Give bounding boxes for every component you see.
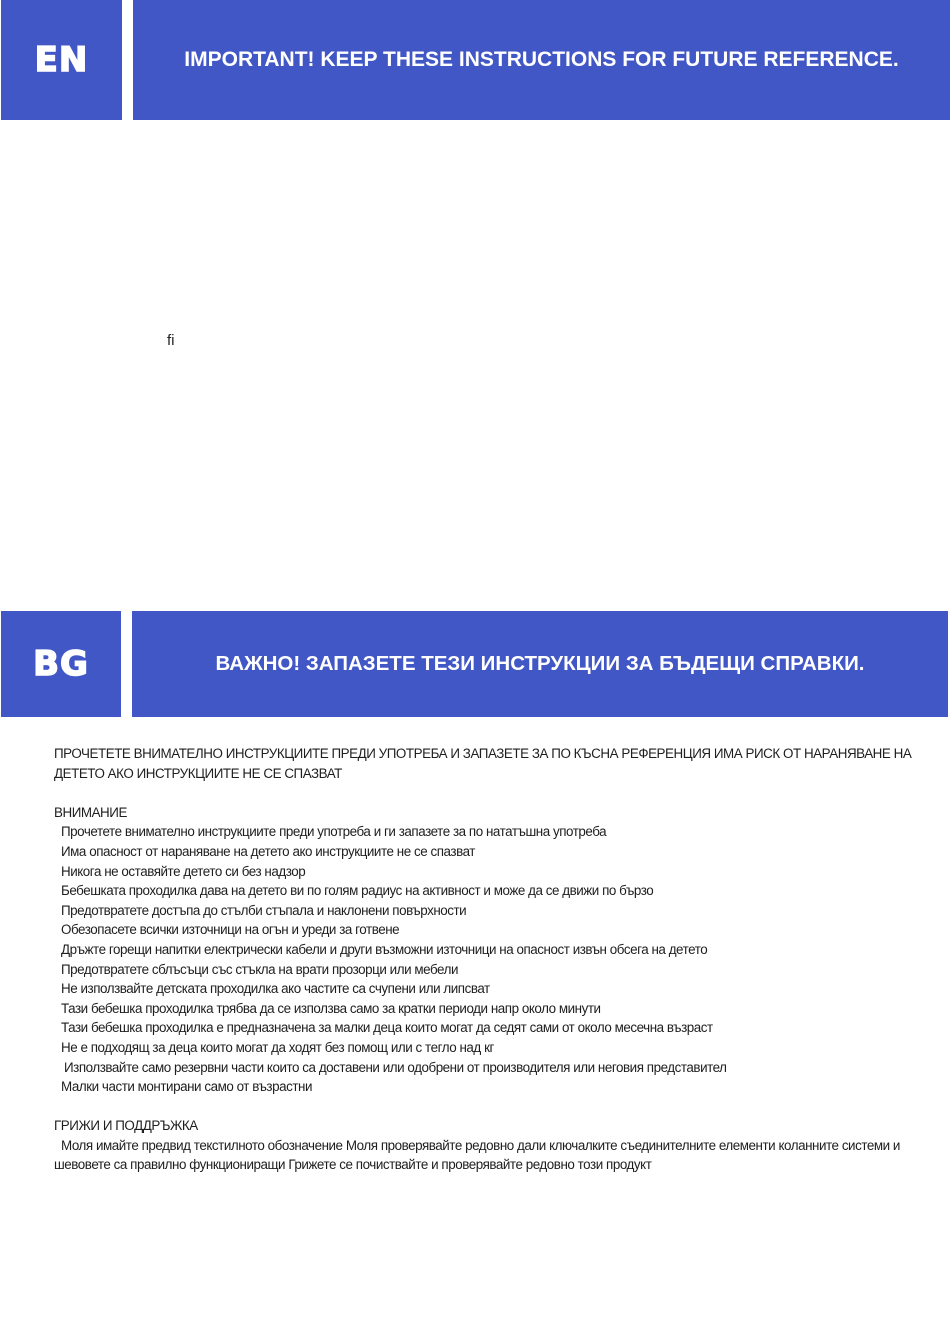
- bg-title-bar: [132, 611, 948, 717]
- en-title: IMPORTANT! KEEP THESE INSTRUCTIONS FOR FUTURE REFERENCE.: [184, 48, 899, 71]
- en-language-badge: [1, 0, 122, 120]
- stray-ligature-glyph: ﬁ: [167, 332, 175, 349]
- warning-item: Малки части монтирани само от възрастни: [61, 1079, 312, 1095]
- bg-intro-paragraph: ПРОЧЕТЕТЕ ВНИМАТЕЛНО ИНСТРУКЦИИТЕ ПРЕДИ УПОТРЕБА И ЗАПАЗЕТЕ ЗА ПО КЪСНА РЕФЕРЕНЦИЯ ИМА РИСК ОТ НАРАНЯВАНЕ НА ДЕТЕТО АКО ИНСТРУКЦИИТЕ НЕ СЕ СПАЗВАТ: [54, 746, 912, 781]
- warning-item: Никога не оставяйте детето си без надзор: [61, 863, 306, 879]
- warning-item: Използвайте само резервни части които са доставени или одобрени от производителя или неговия представител: [64, 1059, 727, 1075]
- warning-item: Тази бебешка проходилка е предназначена за малки деца които могат да седят сами от около месечна възраст: [61, 1020, 713, 1036]
- warning-item: Не е подходящ за деца които могат да ходят без помощ или с тегло над кг: [61, 1039, 494, 1055]
- bg-warning-heading: ВНИМАНИЕ: [54, 804, 127, 820]
- bg-header-band: [0, 611, 950, 717]
- bg-care-heading: ГРИЖИ И ПОДДРЪЖКА: [54, 1118, 198, 1134]
- warning-item: Прочетете внимателно инструкциите преди употреба и ги запазете за по нататъшна употреба: [61, 824, 607, 840]
- warning-item: Бебешката проходилка дава на детето ви по голям радиус на активност и може да се движи по бързо: [61, 883, 654, 899]
- bg-instructions-body: [54, 744, 934, 1175]
- bg-warning-list: [54, 822, 934, 1096]
- warning-item: Не използвайте детската проходилка ако частите са счупени или липсват: [61, 981, 490, 997]
- warning-item: Тази бебешка проходилка трябва да се използва само за кратки периоди напр около минути: [61, 1000, 601, 1016]
- bg-title: ВАЖНО! ЗАПАЗЕТЕ ТЕЗИ ИНСТРУКЦИИ ЗА БЪДЕЩИ СПРАВКИ.: [215, 652, 865, 675]
- warning-item: Предотвратете достъпа до стълби стъпала и наклонени повърхности: [61, 902, 467, 918]
- warning-item: Дръжте горещи напитки електрически кабели и други възможни източници на опасност извън обсега на детето: [61, 941, 708, 957]
- en-header-band: [0, 0, 950, 120]
- bg-language-code: BG: [33, 644, 89, 684]
- bg-care-paragraph: Моля имайте предвид текстилното обозначение Моля проверявайте редовно дали ключалките съединителните елементи коланните системи и шевовете са правилно функциониращи Грижете се почиствайте и проверявайте редовно този продукт: [54, 1137, 900, 1173]
- bg-language-badge: [1, 611, 121, 717]
- warning-item: Обезопасете всички източници на огън и уреди за готвене: [61, 922, 400, 938]
- en-language-code: EN: [34, 40, 89, 80]
- warning-item: Предотвратете сблъсъци със стъкла на врати прозорци или мебели: [61, 961, 458, 977]
- warning-item: Има опасност от нараняване на детето ако инструкциите не се спазват: [61, 843, 475, 859]
- en-title-bar: [133, 0, 950, 120]
